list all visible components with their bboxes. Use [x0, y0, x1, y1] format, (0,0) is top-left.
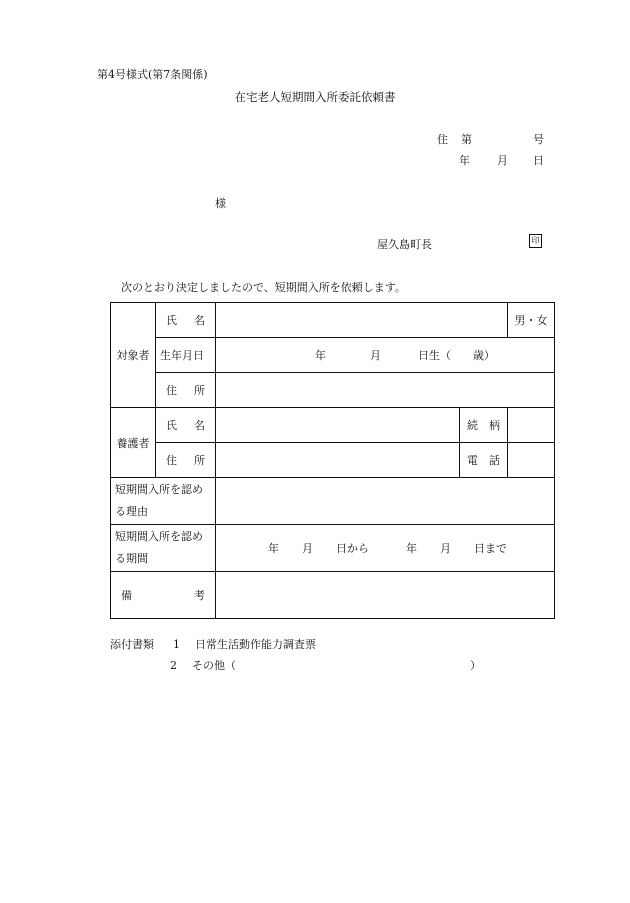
guardian-name-field[interactable] [216, 408, 460, 443]
intro-text: 次のとおり決定しましたので、短期間入所を依頼します。 [121, 281, 406, 294]
birth-month: 月 [370, 349, 381, 362]
attachments-line-2 [170, 657, 481, 673]
form-number-label: 第4号様式(第7条関係) [97, 68, 208, 81]
attachment-2-text: その他（ [192, 659, 236, 672]
phone-label: 電 話 [460, 443, 508, 478]
issue-month: 月 [497, 154, 508, 167]
relationship-label: 続 柄 [460, 408, 508, 443]
remarks-label [111, 572, 216, 619]
phone-field[interactable] [508, 443, 555, 478]
number-go: 号 [533, 133, 544, 146]
period-from-year: 年 [268, 542, 279, 555]
issue-year: 年 [459, 154, 470, 167]
attachment-2-number: 2 [170, 659, 177, 672]
document-title: 在宅老人短期間入所委託依頼書 [234, 90, 396, 104]
issue-day: 日 [533, 154, 544, 167]
period-to-year: 年 [406, 542, 417, 555]
guardian-address-field[interactable] [216, 443, 460, 478]
reason-label-line2: る理由 [115, 505, 148, 518]
relationship-field[interactable] [508, 408, 555, 443]
birth-day-age: 日生（ 歳） [418, 349, 495, 362]
number-dai: 第 [461, 133, 472, 146]
guardian-address-label: 住 所 [156, 443, 216, 478]
guardian-label: 養護者 [111, 408, 156, 478]
remarks-field[interactable] [216, 572, 555, 619]
period-to-day: 日まで [474, 542, 507, 555]
subject-address-label: 住 所 [156, 373, 216, 408]
sex-options[interactable]: 男・女 [508, 303, 555, 338]
period-field[interactable] [216, 525, 555, 572]
period-label [111, 525, 216, 572]
attachments-label: 添付書類 [110, 638, 154, 651]
subject-label: 対象者 [111, 303, 156, 408]
reason-label-line1: 短期間入所を認め [115, 483, 203, 496]
birth-year: 年 [315, 349, 326, 362]
birthdate-label: 生年月日 [156, 338, 216, 373]
subject-address-field[interactable] [216, 373, 555, 408]
number-prefix: 住 [437, 133, 448, 146]
period-label-line1: 短期間入所を認め [115, 530, 203, 543]
reason-field[interactable] [216, 478, 555, 525]
remarks-label-2: 考 [194, 589, 205, 602]
birthdate-field[interactable] [216, 338, 555, 373]
period-from-day: 日から [336, 542, 369, 555]
guardian-name-label: 氏 名 [156, 408, 216, 443]
addressee-honorific: 様 [215, 197, 226, 210]
remarks-label-1: 備 [121, 589, 132, 602]
subject-name-field[interactable] [216, 303, 508, 338]
reason-label [111, 478, 216, 525]
period-to-month: 月 [440, 542, 451, 555]
subject-name-label: 氏 名 [156, 303, 216, 338]
period-label-line2: る期間 [115, 552, 148, 565]
period-from-month: 月 [302, 542, 313, 555]
seal-mark: 印 [529, 234, 542, 248]
attachment-2-close: ） [470, 659, 481, 672]
attachments-line-1 [110, 636, 316, 652]
issuer-name: 屋久島町長 [377, 238, 432, 251]
attachment-1-number: 1 [173, 638, 180, 651]
request-table [110, 302, 555, 619]
attachment-1-text: 日常生活動作能力調査票 [195, 638, 316, 651]
